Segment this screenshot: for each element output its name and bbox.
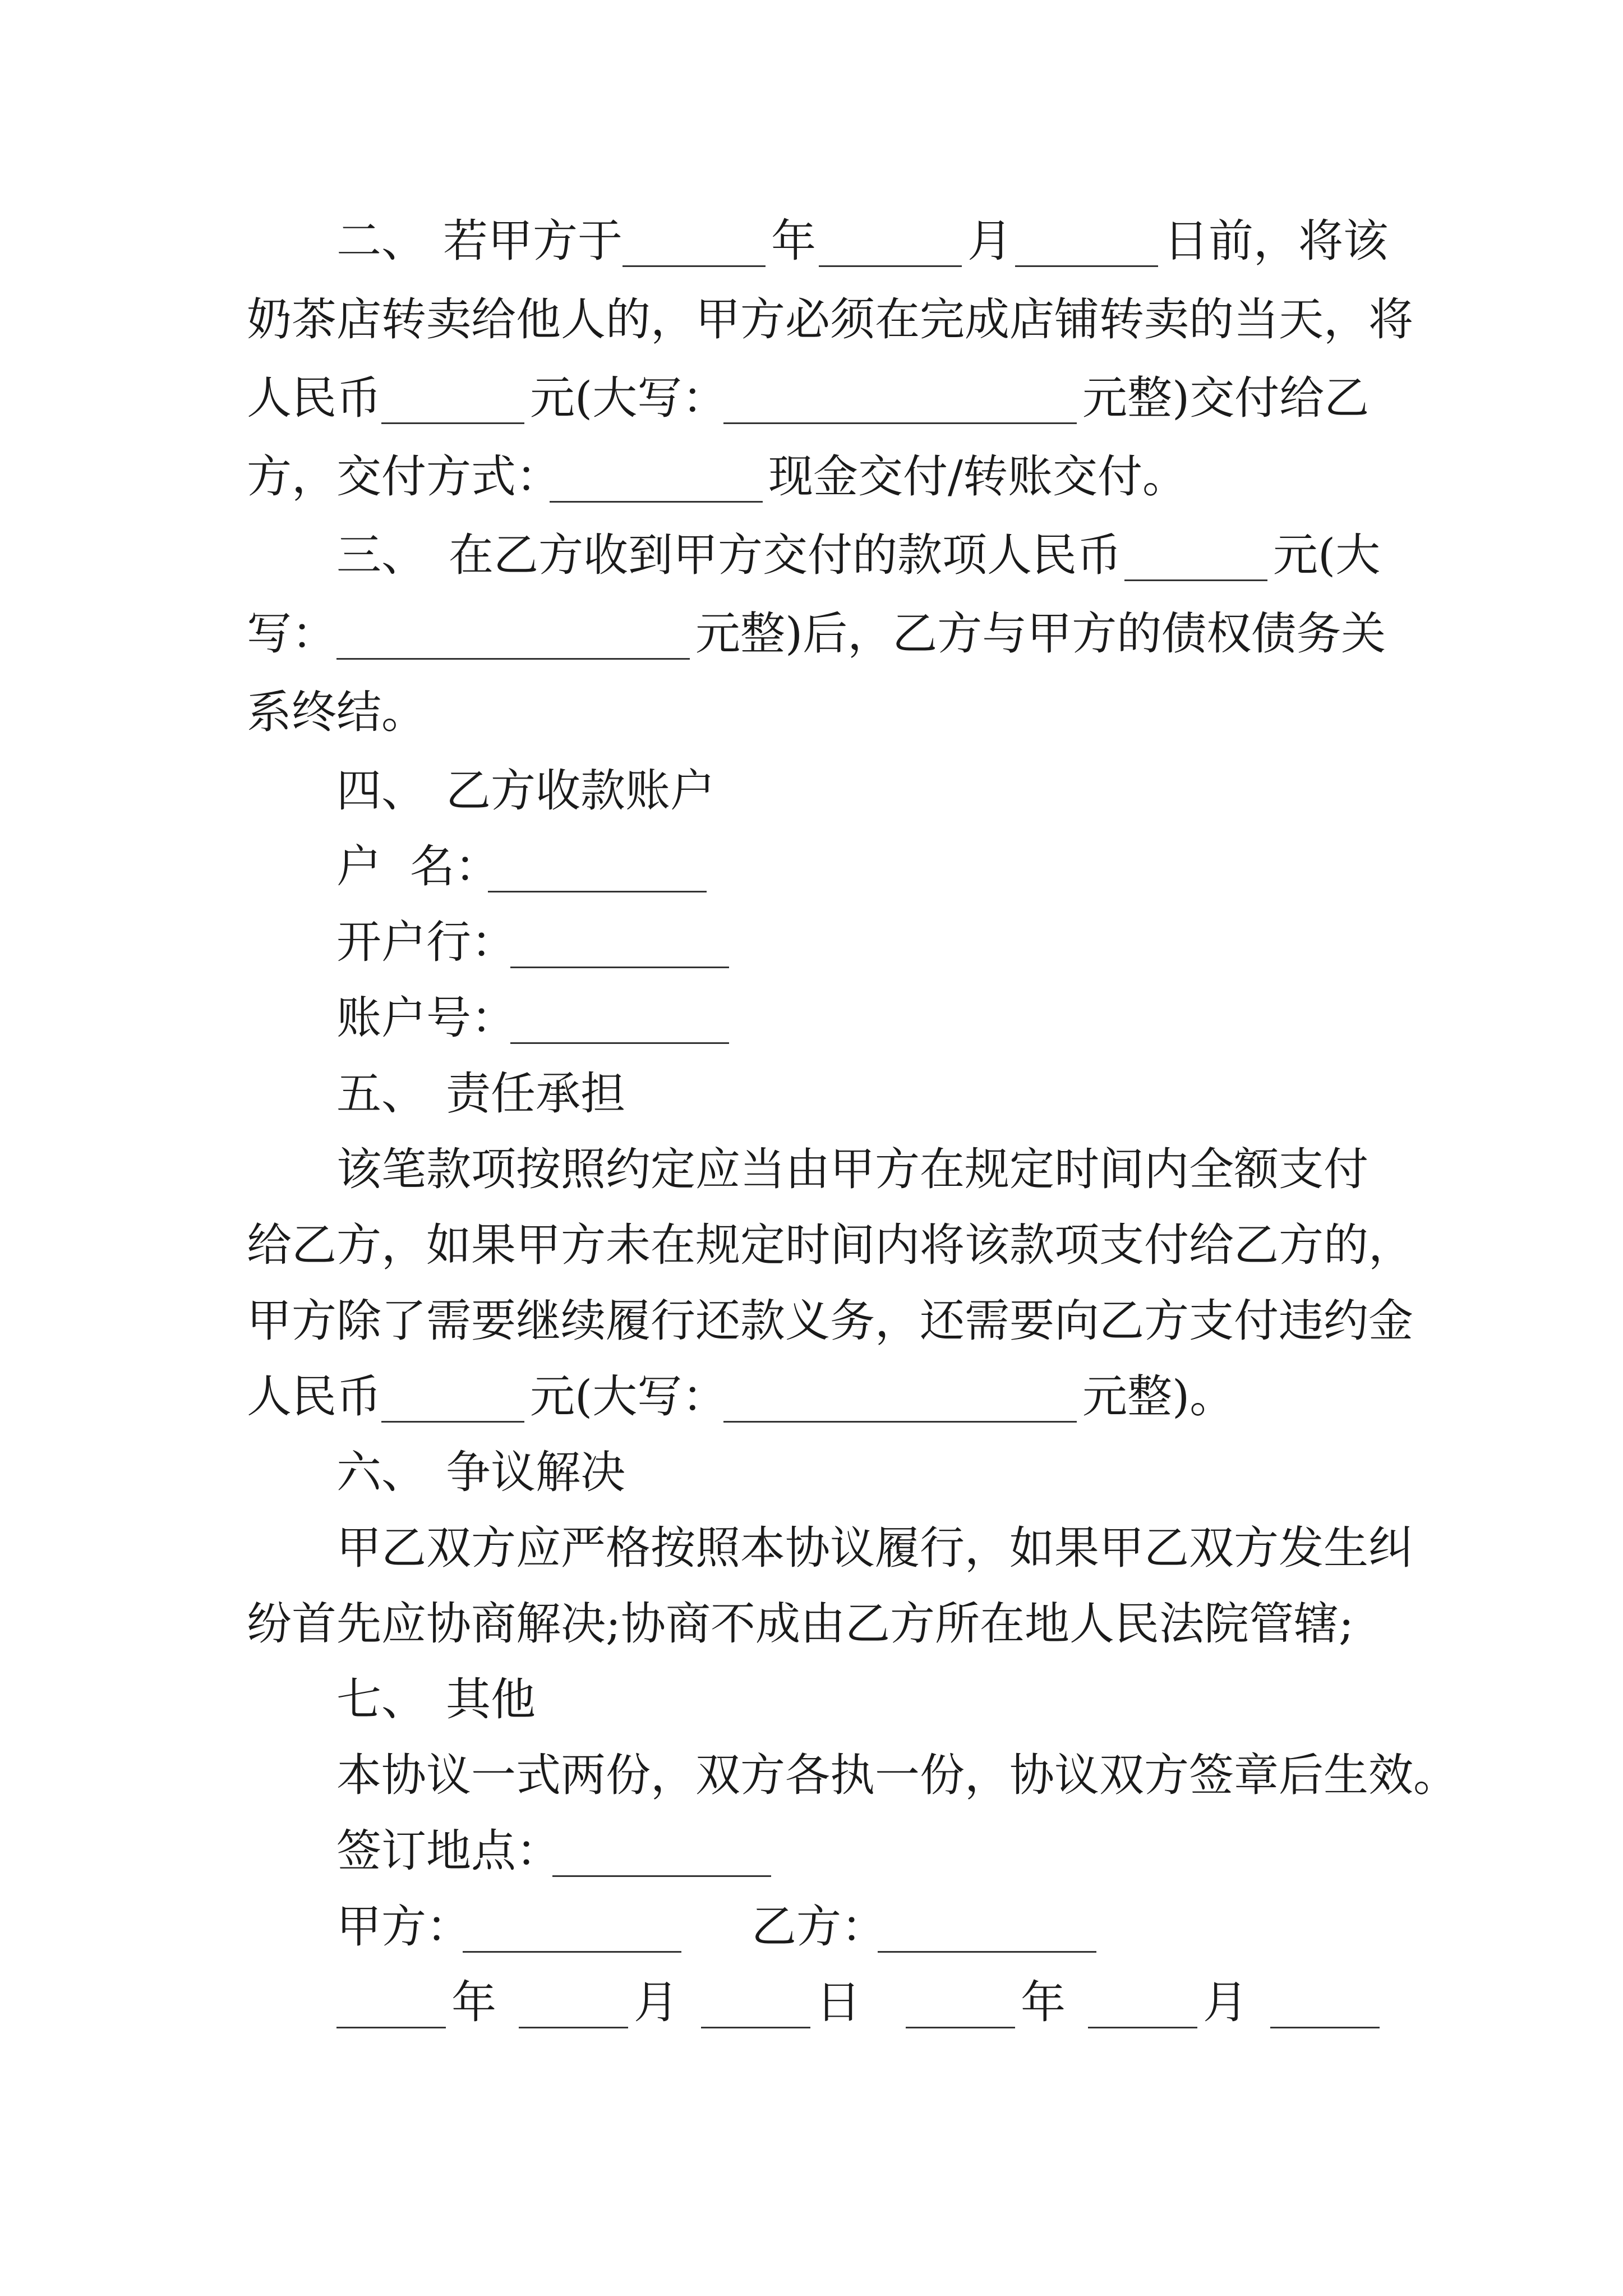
text: 人民币 <box>247 372 381 424</box>
field-label: 乙方： <box>751 1901 886 1953</box>
blank-amount[interactable] <box>1124 491 1267 581</box>
text: 日前，将该 <box>1164 215 1388 267</box>
blank-year[interactable] <box>623 177 766 267</box>
account-number-field[interactable] <box>510 954 729 1044</box>
sec3-line3 <box>0 668 1623 757</box>
sec2-line4 <box>0 432 1623 522</box>
text: 甲方除了需要继续履行还款义务，还需要向乙方支付违约金 <box>247 1295 1413 1347</box>
text: 人民币 <box>247 1370 381 1423</box>
section-number: 五、 <box>336 1068 426 1120</box>
text: 年 <box>1021 1976 1066 2028</box>
party-b-day-field[interactable] <box>1270 1939 1380 2028</box>
field-label: 户 名： <box>336 840 500 892</box>
text: 本协议一式两份，双方各执一份，协议双方签章后生效。 <box>336 1749 1458 1801</box>
text: 日 <box>816 1976 861 2028</box>
text: 元(大写： <box>530 372 727 424</box>
party-b-year-field[interactable] <box>906 1939 1015 2028</box>
text: 甲乙双方应严格按照本协议履行，如果甲乙双方发生纠 <box>336 1522 1413 1574</box>
blank-payment-method[interactable] <box>550 413 763 503</box>
text: 元整)后，乙方与甲方的债权债务关 <box>695 608 1386 660</box>
text: 月 <box>1203 1976 1248 2028</box>
text: 元(大写： <box>530 1370 727 1423</box>
sec3-line2 <box>0 589 1623 679</box>
section-number: 三、 <box>336 529 426 581</box>
text: 纷首先应协商解决;协商不成由乙方所在地人民法院管辖; <box>247 1598 1354 1650</box>
section-number: 六、 <box>336 1446 426 1498</box>
text: 月 <box>967 215 1012 267</box>
blank-amount[interactable] <box>381 334 524 424</box>
blank-day[interactable] <box>1015 177 1158 267</box>
party-a-year-field[interactable] <box>336 1939 446 2028</box>
text: 元(大 <box>1273 529 1381 581</box>
text: 元整)交付给乙 <box>1082 372 1370 424</box>
sec2-line3 <box>0 353 1623 443</box>
section-number: 二、 <box>336 215 426 267</box>
text: 年 <box>451 1976 496 2028</box>
party-b-month-field[interactable] <box>1088 1939 1197 2028</box>
text: 在乙方收到甲方交付的款项人民币 <box>449 529 1122 581</box>
blank-penalty-words[interactable] <box>723 1333 1077 1423</box>
sec2-line1 <box>0 196 1623 286</box>
text: 奶茶店转卖给他人的，甲方必须在完成店铺转卖的当天，将 <box>247 293 1413 346</box>
blank-penalty-amount[interactable] <box>381 1333 524 1423</box>
party-a-day-field[interactable] <box>701 1939 810 2028</box>
section-title: 乙方收款账户 <box>446 765 715 817</box>
field-label: 甲方： <box>336 1901 471 1953</box>
text: 写： <box>247 608 336 660</box>
text: 年 <box>771 215 816 267</box>
section-title: 争议解决 <box>446 1446 625 1498</box>
section-title: 其他 <box>446 1673 536 1726</box>
text: 方，交付方式： <box>247 450 561 503</box>
sec3-line1 <box>0 510 1623 600</box>
section-number: 七、 <box>336 1673 426 1726</box>
text: 若甲方于 <box>443 215 623 267</box>
field-label: 签订地点： <box>336 1825 561 1877</box>
section-title: 责任承担 <box>446 1068 625 1120</box>
party-a-month-field[interactable] <box>519 1939 628 2028</box>
blank-amount-words[interactable] <box>336 570 690 660</box>
field-label: 账户号： <box>336 992 516 1044</box>
field-label: 开户行： <box>336 916 516 968</box>
dates-row <box>0 1958 1623 2047</box>
text: 元整)。 <box>1082 1370 1235 1423</box>
text: 该笔款项按照约定应当由甲方在规定时间内全额支付 <box>336 1143 1368 1195</box>
text: 现金交付/转账交付。 <box>768 450 1187 503</box>
blank-amount-words[interactable] <box>723 334 1077 424</box>
text: 给乙方，如果甲方未在规定时间内将该款项支付给乙方的， <box>247 1219 1413 1271</box>
section-number: 四、 <box>336 765 426 817</box>
blank-month[interactable] <box>819 177 962 267</box>
text: 系终结。 <box>247 686 426 738</box>
text: 月 <box>634 1976 679 2028</box>
